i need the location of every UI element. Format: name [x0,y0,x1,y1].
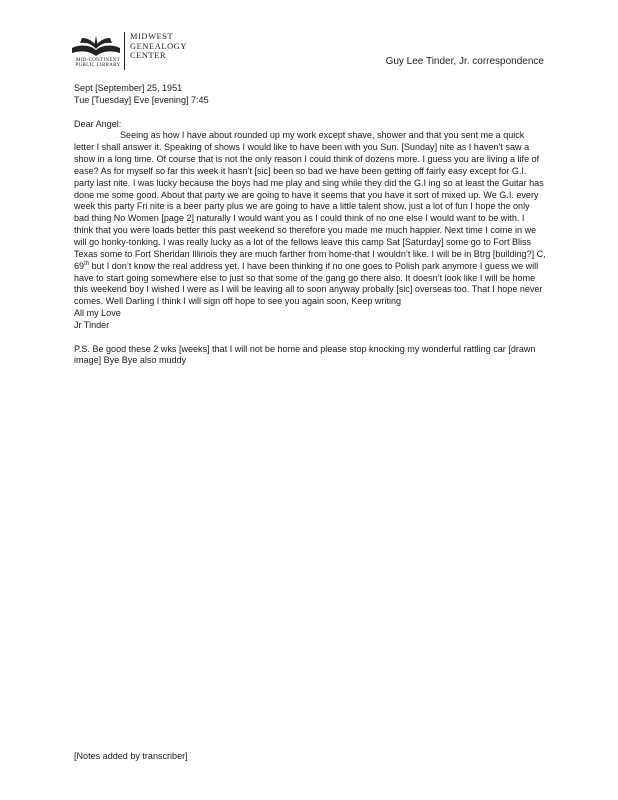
library-logo [70,32,220,72]
logo-divider [124,32,125,70]
letter-body [74,130,546,308]
library-name-line1: MID-CONTINENT [76,58,120,63]
ordinal-suffix: th [84,260,90,267]
transcriber-note: [Notes added by transcriber] [74,751,188,761]
letter-transcription [74,83,546,367]
library-name [74,58,122,68]
center-name [130,32,187,61]
time-line: Tue [Tuesday] Eve [evening] 7:45 [74,94,209,105]
center-name-line2: GENEALOGY [130,41,188,51]
salutation: Dear Angel: [74,118,122,129]
center-name-line1: MIDWEST [130,32,174,41]
open-book-icon [70,36,122,58]
letter-body-part1: Seeing as how I have about rounded up my work except shave, shower and that you sent me a quick letter I shall answer it. Speaking of shows I would like to have been with you Sun. [Sunday] nite as I haven’t saw a show in a long time. Of course that is not the only reason I could think of dozens more. I guess you are living a life of ease? As for myself so far this week it hasn’t [sic] been so bad we have been getting off fairly easy except for G.I. party last nite. I was lucky because the boys had me play and sing while they did the G.I ing so at least the Guitar has done me some good. About that party we are going to have it seems that you have it sort of mixed up. We G.I. every week this party Fri nite is a beer party plus we are going to have a little talent show, just a lot of fun I hope the only bad thing No Women [page 2] naturally I would want you as I could think of no one else I would want to be with. I think that you were loads better this past weekend so therefore you made me much happier. Next time I come in we will go honky-tonking. I was really lucky as a lot of the fellows leave this camp Sat [Saturday] some go to Fort Bliss Texas some to Fort Sheridan Illinois they are much farther from home-that I wouldn’t like. I will be in Btrg [building?] C, 69 [74,130,546,271]
date-line: Sept [September] 25, 1951 [74,83,183,93]
postscript: P.S. Be good these 2 wks [weeks] that I will not be home and please stop knocking my wonderful rattling car [drawn image] Bye Bye also muddy [74,343,536,366]
closing: All my Love [74,308,121,319]
collection-title: Guy Lee Tinder, Jr. correspondence [385,56,544,67]
library-name-line2: PUBLIC LIBRARY [75,63,121,68]
center-name-line3: CENTER [130,51,167,60]
letter-body-part2: but I don’t know the real address yet. I have been thinking if no one goes to Polish park anymore I guess we will have to start going somewhere else to just so that some of the gang go there also. It doesn’t look like I will be home this weekend boy I wished I were as I will be leaving all to soon anyway probally [sic] overseas too. That I hope never comes. Well Darling I think I will sign off hope to see you again soon, Keep writing [74,260,543,307]
signature: Jr Tinder [74,319,110,330]
